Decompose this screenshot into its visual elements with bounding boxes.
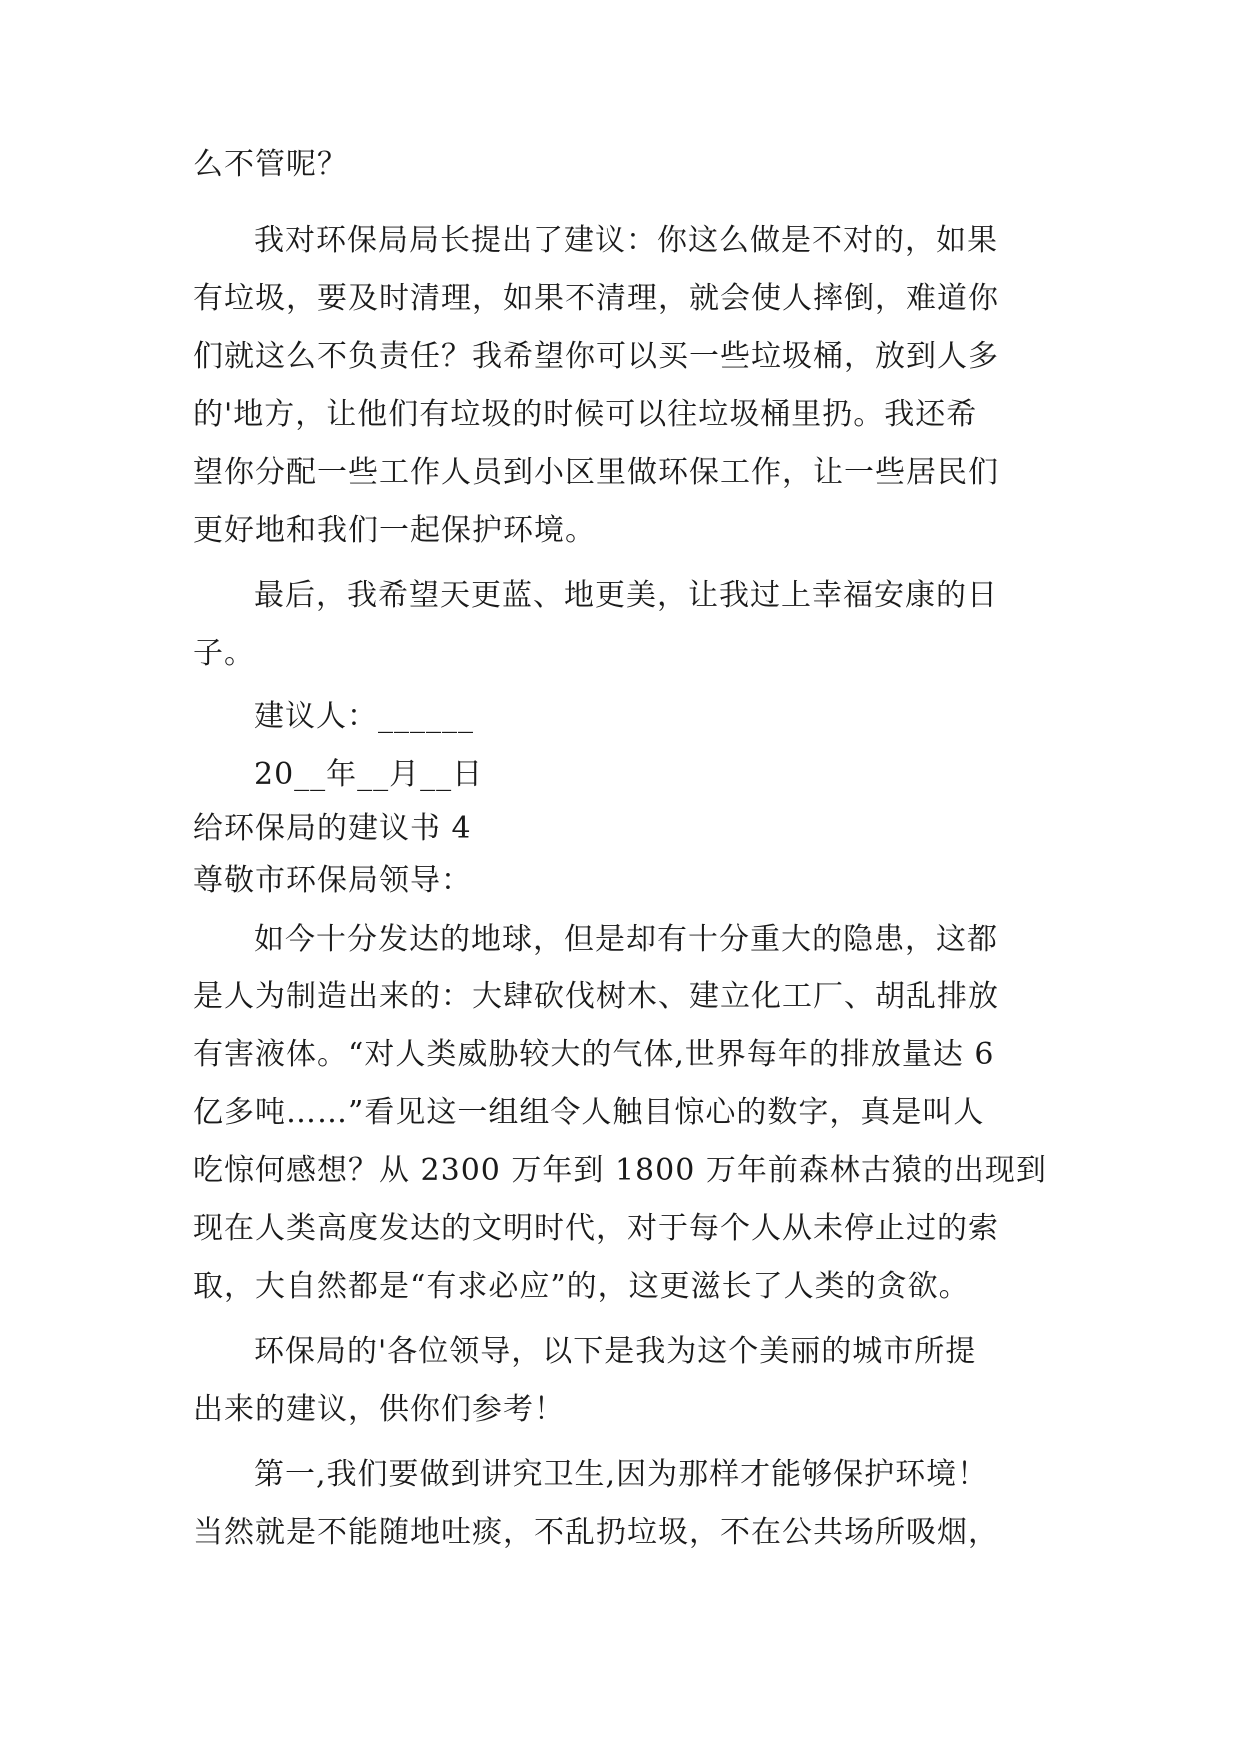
text-line: 出来的建议，供你们参考！: [193, 1392, 565, 1427]
text-line: 望你分配一些工作人员到小区里做环保工作，让一些居民们: [193, 455, 999, 490]
date-line: 20__年__月__日: [254, 757, 484, 792]
text-line: 吃惊何感想？从 2300 万年到 1800 万年前森林古猿的出现到: [193, 1153, 1047, 1188]
text-line: 现在人类高度发达的文明时代，对于每个人从未停止过的索: [193, 1211, 999, 1246]
text-line: 环保局的'各位领导，以下是我为这个美丽的城市所提: [254, 1334, 977, 1369]
text-line: 如今十分发达的地球，但是却有十分重大的隐患，这都: [254, 922, 998, 957]
text-line: 取，大自然都是“有求必应”的，这更滋长了人类的贪欲。: [193, 1269, 970, 1304]
text-line: 的'地方，让他们有垃圾的时候可以往垃圾桶里扔。我还希: [193, 397, 978, 432]
text-line: 有垃圾，要及时清理，如果不清理，就会使人摔倒，难道你: [193, 281, 999, 316]
text-line: 亿多吨……”看见这一组组令人触目惊心的数字，真是叫人: [193, 1095, 985, 1130]
text-line: 第一,我们要做到讲究卫生,因为那样才能够保护环境！: [254, 1457, 989, 1492]
signature-line: 建议人：______: [254, 699, 474, 734]
text-line: 更好地和我们一起保护环境。: [193, 513, 596, 548]
text-line: 我对环保局局长提出了建议：你这么做是不对的，如果: [254, 223, 998, 258]
text-line: 们就这么不负责任？我希望你可以买一些垃圾桶，放到人多: [193, 339, 999, 374]
text-line: 当然就是不能随地吐痰，不乱扔垃圾，不在公共场所吸烟，: [193, 1515, 999, 1550]
text-line: 有害液体。“对人类威胁较大的气体,世界每年的排放量达 6: [193, 1037, 995, 1072]
section-title: 给环保局的建议书 4: [193, 811, 472, 846]
salutation: 尊敬市环保局领导：: [193, 863, 472, 898]
text-line: 最后，我希望天更蓝、地更美，让我过上幸福安康的日: [254, 578, 998, 613]
text-line: 是人为制造出来的：大肆砍伐树木、建立化工厂、胡乱排放: [193, 979, 999, 1014]
text-line: 子。: [193, 636, 255, 671]
text-line: 么不管呢？: [193, 147, 348, 182]
